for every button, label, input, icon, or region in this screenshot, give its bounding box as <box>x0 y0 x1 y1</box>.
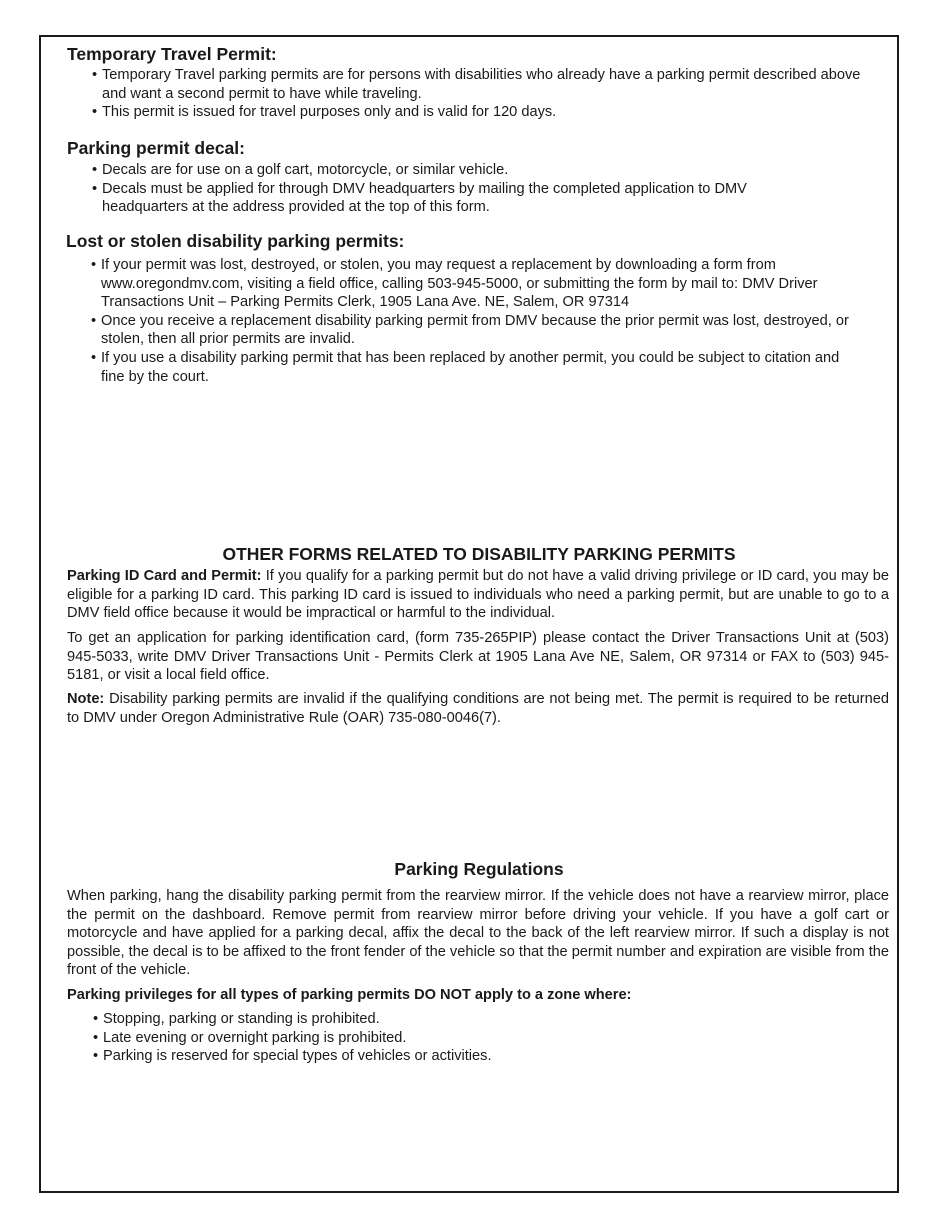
other-forms-title: OTHER FORMS RELATED TO DISABILITY PARKING PERMITS <box>222 544 736 564</box>
decal-list <box>92 161 812 217</box>
application-paragraph: To get an application for parking identification card, (form 735-265PIP) please contact the Driver Transactions Unit at (503) 945-5033, write DMV Driver Transactions Unit - Permits Clerk at 1905 Lana Ave NE, Salem, OR 97314 or FAX to (503) 945-5181, or visit a local field office. <box>67 630 889 684</box>
note-text: Disability parking permits are invalid if the qualifying conditions are not being met. The permit is required to be returned to DMV under Oregon Administrative Rule (OAR) 735-080-0046(7). <box>67 691 889 726</box>
list-item: • If your permit was lost, destroyed, or stolen, you may request a replacement by downloading a form from www.oregondmv.com, visiting a field office, calling 503-945-5000, or submitting the form by mail to: DMV Driver Transactions Unit – Parking Permits Clerk, 1905 Lana Ave. NE, Salem, OR 97314 <box>91 256 861 312</box>
zone-restrictions-heading: Parking privileges for all types of parking permits DO NOT apply to a zone where: <box>67 987 632 1003</box>
parking-id-card-text: If you qualify for a parking permit but do not have a valid driving privilege or ID card, you may be eligible for a parking ID card. This parking ID card is issued to individuals who need a parking permit, but are unable to go to a DMV field office because it would be impractical or harmful to the individual. <box>67 568 889 622</box>
temporary-travel-heading: Temporary Travel Permit: <box>67 44 277 64</box>
note-label: Note: <box>67 691 105 707</box>
zone-restrictions-list <box>93 1010 793 1066</box>
temporary-travel-list <box>92 66 882 122</box>
lost-stolen-list <box>91 256 861 386</box>
list-item: • Once you receive a replacement disability parking permit from DMV because the prior permit was lost, destroyed, or stolen, then all prior permits are invalid. <box>91 312 861 349</box>
lost-stolen-heading: Lost or stolen disability parking permits: <box>66 231 405 251</box>
list-item: • Late evening or overnight parking is prohibited. <box>93 1029 793 1048</box>
list-item: • Decals must be applied for through DMV headquarters by mailing the completed application to DMV headquarters at the address provided at the top of this form. <box>92 180 812 217</box>
parking-regulations-paragraph: When parking, hang the disability parking permit from the rearview mirror. If the vehicle does not have a rearview mirror, place the permit on the dashboard. Remove permit from rearview mirror before driving your vehicle. If you have a golf cart or motorcycle and have applied for a parking decal, affix the decal to the back of the left rearview mirror. If such a display is not possible, the decal is to be affixed to the front fender of the vehicle so that the permit number and expiration are visible from the front of the vehicle. <box>67 888 889 979</box>
list-item: • This permit is issued for travel purposes only and is valid for 120 days. <box>92 103 882 122</box>
note-paragraph <box>67 690 889 727</box>
parking-id-card-paragraph <box>67 567 889 623</box>
list-item: • If you use a disability parking permit that has been replaced by another permit, you could be subject to citation and fine by the court. <box>91 349 861 386</box>
parking-regulations-title: Parking Regulations <box>394 859 564 879</box>
list-item: • Temporary Travel parking permits are for persons with disabilities who already have a parking permit described above and want a second permit to have while traveling. <box>92 66 882 103</box>
list-item: • Decals are for use on a golf cart, motorcycle, or similar vehicle. <box>92 161 812 180</box>
list-item: • Stopping, parking or standing is prohibited. <box>93 1010 793 1029</box>
parking-id-card-label: Parking ID Card and Permit: <box>67 568 262 584</box>
decal-heading: Parking permit decal: <box>67 138 245 158</box>
list-item: • Parking is reserved for special types of vehicles or activities. <box>93 1047 793 1066</box>
